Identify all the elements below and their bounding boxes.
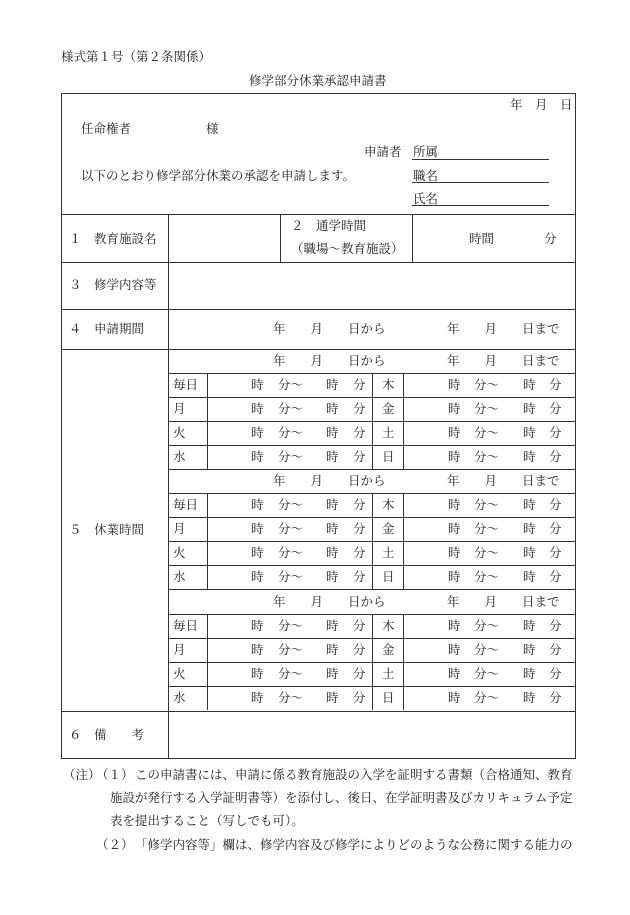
row-divider	[168, 469, 576, 470]
day-label-left: 火	[173, 666, 186, 681]
start-minute-unit: 分～	[474, 545, 500, 560]
row-divider	[168, 445, 576, 446]
period-from: 年 月 日から	[273, 594, 386, 609]
end-minute-unit: 分	[549, 545, 562, 560]
start-hour-unit: 時	[448, 425, 461, 440]
start-minute-unit: 分～	[278, 425, 304, 440]
day-label-left: 水	[173, 449, 186, 464]
affiliation-field[interactable]	[412, 159, 549, 160]
start-hour-unit: 時	[251, 545, 264, 560]
start-minute-unit: 分～	[278, 449, 304, 464]
name-field[interactable]	[412, 205, 549, 206]
start-hour-unit: 時	[251, 666, 264, 681]
end-hour-unit: 時	[523, 401, 536, 416]
start-hour-unit: 時	[448, 618, 461, 633]
row-divider	[168, 638, 576, 639]
row-divider	[168, 421, 576, 422]
end-hour-unit: 時	[326, 521, 339, 536]
end-hour-unit: 時	[523, 377, 536, 392]
start-minute-unit: 分～	[278, 521, 304, 536]
row-divider	[61, 214, 576, 215]
note1-line: 表を提出すること（写しでも可）。	[110, 813, 304, 828]
end-minute-unit: 分	[353, 425, 366, 440]
day-label-left: 火	[173, 425, 186, 440]
row-divider	[168, 686, 576, 687]
end-hour-unit: 時	[523, 642, 536, 657]
day-label-left: 火	[173, 545, 186, 560]
start-hour-unit: 時	[448, 377, 461, 392]
day-label-left: 毎日	[173, 497, 199, 512]
start-minute-unit: 分～	[278, 666, 304, 681]
position-label: 職名	[413, 168, 439, 183]
start-minute-unit: 分～	[474, 666, 500, 681]
document-title: 修学部分休業承認申請書	[249, 73, 387, 88]
end-hour-unit: 時	[326, 425, 339, 440]
start-minute-unit: 分～	[278, 377, 304, 392]
row-divider	[61, 262, 576, 263]
start-minute-unit: 分～	[474, 377, 500, 392]
start-minute-unit: 分～	[278, 642, 304, 657]
remarks-input[interactable]	[170, 713, 574, 757]
start-minute-unit: 分～	[474, 642, 500, 657]
start-hour-unit: 時	[448, 521, 461, 536]
day-label-left: 毎日	[173, 377, 199, 392]
day-label-right: 金	[382, 521, 395, 536]
start-hour-unit: 時	[448, 642, 461, 657]
end-minute-unit: 分	[353, 642, 366, 657]
start-hour-unit: 時	[448, 666, 461, 681]
start-minute-unit: 分～	[278, 618, 304, 633]
end-hour-unit: 時	[326, 449, 339, 464]
day-label-right: 土	[382, 666, 395, 681]
day-label-right: 日	[382, 449, 395, 464]
start-hour-unit: 時	[448, 401, 461, 416]
end-hour-unit: 時	[523, 497, 536, 512]
commute-hours-unit: 時間	[469, 231, 495, 246]
end-hour-unit: 時	[326, 642, 339, 657]
end-minute-unit: 分	[353, 690, 366, 705]
start-minute-unit: 分～	[474, 521, 500, 536]
row-divider	[168, 397, 576, 398]
start-hour-unit: 時	[448, 690, 461, 705]
end-hour-unit: 時	[523, 666, 536, 681]
start-minute-unit: 分～	[278, 545, 304, 560]
application-period-label: ４ 申請期間	[69, 321, 145, 336]
day-label-left: 水	[173, 569, 186, 584]
start-minute-unit: 分～	[278, 401, 304, 416]
start-hour-unit: 時	[251, 377, 264, 392]
note1-line: この申請書には、申請に係る教育施設の入学を証明する書類（合格通知、教育	[135, 767, 573, 782]
affiliation-label: 所属	[413, 144, 439, 159]
start-hour-unit: 時	[448, 449, 461, 464]
end-minute-unit: 分	[353, 497, 366, 512]
position-field[interactable]	[412, 182, 549, 183]
intro-text: 以下のとおり修学部分休業の承認を申請します。	[81, 168, 356, 183]
day-label-right: 金	[382, 642, 395, 657]
start-minute-unit: 分～	[474, 401, 500, 416]
end-hour-unit: 時	[326, 666, 339, 681]
addressee: 任命権者 様	[81, 121, 219, 136]
row-divider	[168, 541, 576, 542]
end-hour-unit: 時	[326, 690, 339, 705]
start-hour-unit: 時	[251, 690, 264, 705]
day-label-right: 木	[382, 497, 395, 512]
end-hour-unit: 時	[326, 377, 339, 392]
day-label-left: 毎日	[173, 618, 199, 633]
start-minute-unit: 分～	[278, 497, 304, 512]
end-hour-unit: 時	[523, 545, 536, 560]
start-minute-unit: 分～	[474, 497, 500, 512]
end-hour-unit: 時	[523, 449, 536, 464]
end-minute-unit: 分	[353, 618, 366, 633]
end-hour-unit: 時	[523, 425, 536, 440]
start-hour-unit: 時	[251, 521, 264, 536]
facility-name-label: １ 教育施設名	[69, 231, 157, 246]
start-hour-unit: 時	[251, 569, 264, 584]
period-to: 年 月 日まで	[447, 594, 560, 609]
day-label-right: 木	[382, 377, 395, 392]
start-minute-unit: 分～	[474, 569, 500, 584]
end-minute-unit: 分	[549, 666, 562, 681]
start-minute-unit: 分～	[474, 618, 500, 633]
study-content-label: ３ 修学内容等	[69, 277, 157, 292]
commute-minutes-unit: 分	[544, 231, 557, 246]
application-period-from: 年 月 日から	[273, 321, 386, 336]
commute-label: ２ 通学時間	[291, 218, 367, 233]
end-minute-unit: 分	[353, 545, 366, 560]
start-minute-unit: 分～	[278, 690, 304, 705]
start-hour-unit: 時	[251, 618, 264, 633]
period-from: 年 月 日から	[273, 353, 386, 368]
end-minute-unit: 分	[353, 401, 366, 416]
start-hour-unit: 時	[448, 497, 461, 512]
start-minute-unit: 分～	[474, 425, 500, 440]
row1-divider	[280, 214, 281, 262]
end-minute-unit: 分	[353, 521, 366, 536]
start-hour-unit: 時	[251, 401, 264, 416]
label-column-divider	[168, 214, 169, 759]
start-hour-unit: 時	[251, 425, 264, 440]
notes-prefix: （注）	[63, 767, 101, 782]
row-divider	[61, 309, 576, 310]
end-hour-unit: 時	[523, 569, 536, 584]
day-label-right: 土	[382, 545, 395, 560]
end-minute-unit: 分	[353, 449, 366, 464]
end-hour-unit: 時	[326, 545, 339, 560]
start-hour-unit: 時	[251, 497, 264, 512]
note1-line: 施設が発行する入学証明書等）を添付し、後日、在学証明書及びカリキュラム予定	[110, 790, 573, 805]
end-minute-unit: 分	[549, 569, 562, 584]
form-label: 様式第１号（第２条関係）	[61, 49, 212, 64]
application-period-to: 年 月 日まで	[447, 321, 560, 336]
day-label-left: 月	[173, 521, 186, 536]
start-minute-unit: 分～	[278, 569, 304, 584]
start-hour-unit: 時	[448, 569, 461, 584]
row-divider	[168, 517, 576, 518]
period-to: 年 月 日まで	[447, 473, 560, 488]
day-label-right: 土	[382, 425, 395, 440]
start-minute-unit: 分～	[474, 690, 500, 705]
date-line: 年 月 日	[510, 97, 573, 112]
name-label: 氏名	[413, 191, 439, 206]
day-label-left: 月	[173, 401, 186, 416]
end-minute-unit: 分	[549, 690, 562, 705]
start-hour-unit: 時	[448, 545, 461, 560]
end-minute-unit: 分	[353, 377, 366, 392]
remarks-label: ６ 備 考	[69, 727, 145, 742]
end-minute-unit: 分	[549, 497, 562, 512]
end-hour-unit: 時	[326, 569, 339, 584]
end-minute-unit: 分	[549, 449, 562, 464]
facility-name-input[interactable]	[170, 216, 278, 260]
end-minute-unit: 分	[353, 569, 366, 584]
start-minute-unit: 分～	[474, 449, 500, 464]
end-minute-unit: 分	[549, 618, 562, 633]
end-minute-unit: 分	[549, 642, 562, 657]
end-minute-unit: 分	[353, 666, 366, 681]
note2-number: （２）	[96, 837, 134, 852]
day-label-right: 日	[382, 690, 395, 705]
start-hour-unit: 時	[251, 449, 264, 464]
end-hour-unit: 時	[326, 401, 339, 416]
period-from: 年 月 日から	[273, 473, 386, 488]
row-divider	[168, 565, 576, 566]
leave-time-label: ５ 休業時間	[69, 522, 145, 537]
study-content-input[interactable]	[170, 264, 574, 308]
end-hour-unit: 時	[326, 497, 339, 512]
day-label-right: 木	[382, 618, 395, 633]
end-minute-unit: 分	[549, 377, 562, 392]
end-hour-unit: 時	[326, 618, 339, 633]
period-to: 年 月 日まで	[447, 353, 560, 368]
start-hour-unit: 時	[251, 642, 264, 657]
row-divider	[168, 662, 576, 663]
row1-divider	[412, 214, 413, 262]
note2-line: 「修学内容等」欄は、修学内容及び修学によりどのような公務に関する能力の	[135, 837, 573, 852]
applicant-label: 申請者	[364, 144, 402, 159]
note1-number: （１）	[96, 767, 134, 782]
row-divider	[168, 589, 576, 590]
day-label-right: 金	[382, 401, 395, 416]
day-label-right: 日	[382, 569, 395, 584]
row-divider	[61, 711, 576, 712]
row-divider	[61, 349, 576, 350]
end-hour-unit: 時	[523, 521, 536, 536]
end-minute-unit: 分	[549, 521, 562, 536]
day-label-left: 月	[173, 642, 186, 657]
end-hour-unit: 時	[523, 618, 536, 633]
end-hour-unit: 時	[523, 690, 536, 705]
end-minute-unit: 分	[549, 401, 562, 416]
commute-sub-label: （職場～教育施設）	[291, 241, 404, 256]
day-label-left: 水	[173, 690, 186, 705]
end-minute-unit: 分	[549, 425, 562, 440]
